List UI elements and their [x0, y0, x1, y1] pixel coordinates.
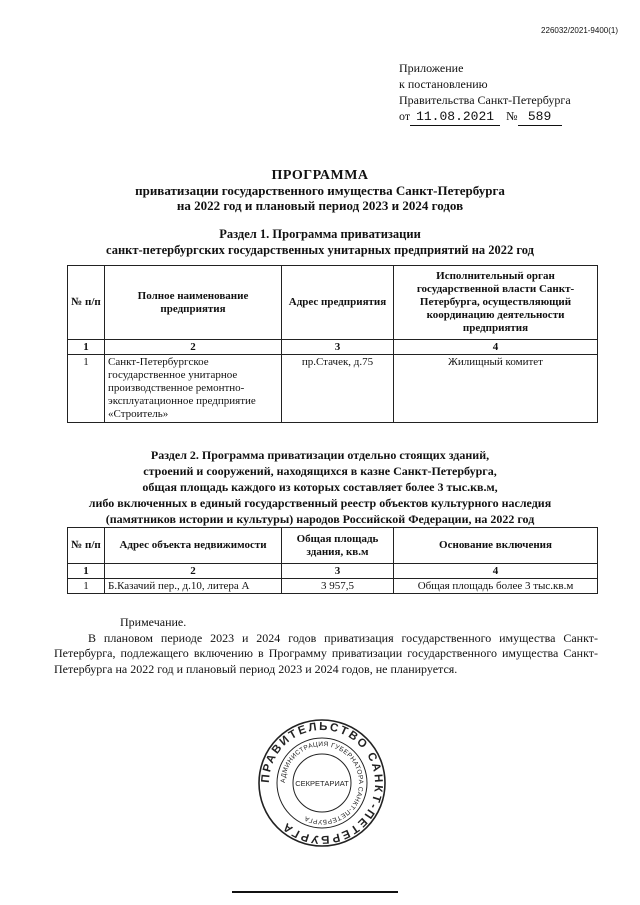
appendix-line-2: к постановлению — [399, 77, 488, 91]
table1-col-number: 3 — [282, 340, 394, 355]
section1-heading-line-1: Раздел 1. Программа приватизации — [219, 227, 421, 241]
table2-cell: Б.Казачий пер., д.10, литера А — [105, 579, 282, 594]
section2-heading-line-2: строений и сооружений, находящихся в казне Санкт-Петербурга, — [143, 464, 497, 478]
title-line-1: ПРОГРАММА — [271, 168, 369, 183]
section2-heading-line-3: общая площадь каждого из которых составляет более 3 тыс.кв.м, — [142, 480, 498, 494]
table2-header-address: Адрес объекта недвижимости — [105, 528, 282, 564]
seal-center-text: СЕКРЕТАРИАТ — [295, 779, 349, 788]
table1-header-address: Адрес предприятия — [282, 266, 394, 340]
bottom-rule — [232, 891, 398, 893]
appendix-line-3: Правительства Санкт-Петербурга — [399, 93, 571, 107]
program-title — [0, 168, 640, 213]
table2-header-area: Общая площадь здания, кв.м — [282, 528, 394, 564]
section2-heading — [0, 447, 640, 527]
table2-cell: 1 — [68, 579, 105, 594]
title-line-2: приватизации государственного имущества Санкт-Петербурга — [135, 183, 505, 198]
table1-cell: 1 — [68, 355, 105, 423]
section1-table — [67, 265, 598, 423]
table1-cell: Жилищный комитет — [394, 355, 598, 423]
appendix-date-line — [399, 108, 571, 126]
section2-heading-line-4: либо включенных в единый государственный реестр объектов культурного наследия — [88, 496, 552, 510]
official-seal — [257, 718, 387, 848]
table1-cell: Санкт-Петербургское государственное унитарное производственное ремонтно-эксплуатационное предприятие «Строитель» — [105, 355, 282, 423]
appendix-block — [399, 60, 571, 126]
decree-number: 589 — [518, 109, 562, 126]
note-text: В плановом периоде 2023 и 2024 годов приватизация государственного имущества Санкт-Петербурга, подлежащего включению в Программу приватизации государственного имущества Санкт-Петербурга на 2022 год и плановый период 2023 и 2024 годов, не планируется. — [54, 630, 598, 676]
seal-outer-text: ПРАВИТЕЛЬСТВО САНКТ-ПЕТЕРБУРГА — [259, 720, 385, 846]
note-block — [54, 615, 598, 677]
date-prefix: от — [399, 109, 411, 123]
section2-table — [67, 527, 598, 594]
section2-heading-line-5: (памятников истории и культуры) народов Российской Федерации, на 2022 год — [105, 512, 535, 526]
document-id: 226032/2021-9400(1) — [541, 26, 618, 35]
appendix-line-1: Приложение — [399, 61, 464, 75]
table1-col-number: 4 — [394, 340, 598, 355]
table2-cell: 3 957,5 — [282, 579, 394, 594]
section2-heading-line-1: Раздел 2. Программа приватизации отдельно стоящих зданий, — [150, 448, 490, 462]
section1-heading-line-2: санкт-петербургских государственных унитарных предприятий на 2022 год — [106, 243, 534, 257]
table1-col-number: 1 — [68, 340, 105, 355]
table2-header-number: № п/п — [68, 528, 105, 564]
table2-col-number: 1 — [68, 564, 105, 579]
table2-col-number: 3 — [282, 564, 394, 579]
table1-header-name: Полное наименование предприятия — [105, 266, 282, 340]
note-label: Примечание. — [120, 615, 187, 629]
table2-cell: Общая площадь более 3 тыс.кв.м — [394, 579, 598, 594]
table1-cell: пр.Стачек, д.75 — [282, 355, 394, 423]
number-prefix: № — [506, 109, 518, 123]
title-line-3: на 2022 год и плановый период 2023 и 2024 годов — [176, 198, 464, 213]
table2-header-basis: Основание включения — [394, 528, 598, 564]
table2-col-number: 2 — [105, 564, 282, 579]
table-row — [68, 355, 598, 423]
decree-date: 11.08.2021 — [410, 109, 500, 126]
seal-inner-text: АДМИНИСТРАЦИЯ ГУБЕРНАТОРА САНКТ-ПЕТЕРБУРГА — [279, 740, 365, 826]
table2-col-number: 4 — [394, 564, 598, 579]
table-row — [68, 579, 598, 594]
table1-col-number: 2 — [105, 340, 282, 355]
section1-heading — [0, 226, 640, 258]
table1-header-authority: Исполнительный орган государственной власти Санкт-Петербурга, осуществляющий координацию деятельности предприятия — [394, 266, 598, 340]
table1-header-number: № п/п — [68, 266, 105, 340]
